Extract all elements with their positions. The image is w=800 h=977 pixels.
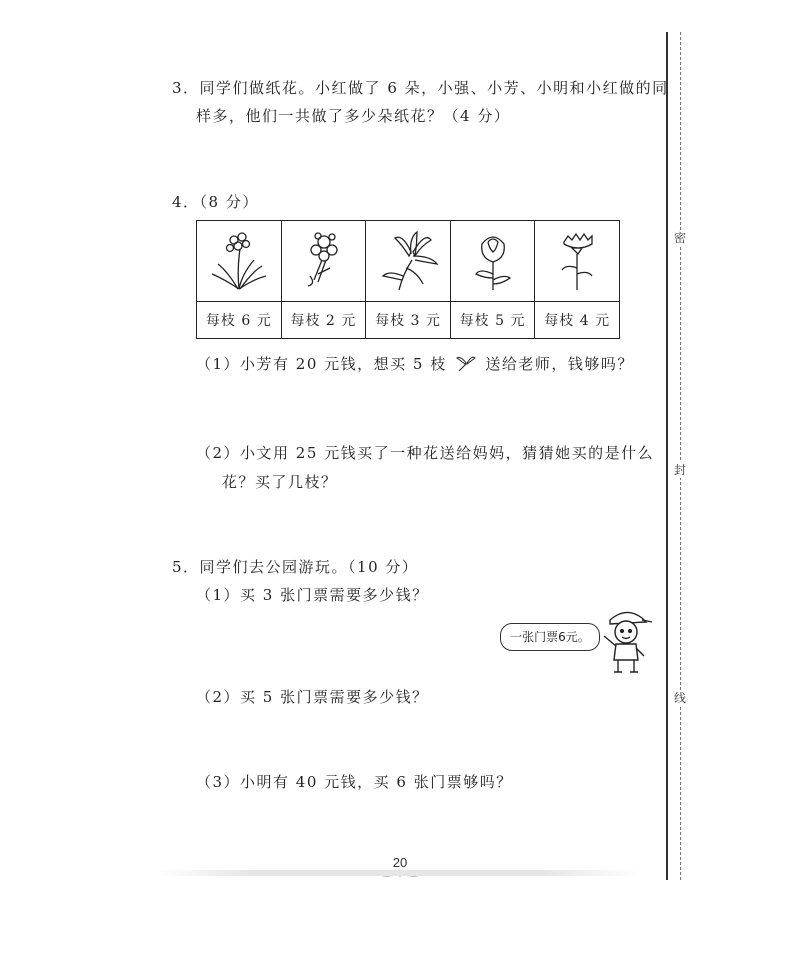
page-number: 20	[392, 855, 408, 870]
orchid-icon	[204, 224, 274, 294]
carnation-icon	[542, 224, 612, 294]
q4-sub1-after: 送给老师，钱够吗？	[485, 355, 634, 373]
bouquet-icon	[288, 224, 358, 294]
price-lily: 每枝 3 元	[366, 302, 451, 339]
q5-sub2: （2）买 5 张门票需要多少钱？	[196, 688, 429, 706]
price-carnation: 每枝 4 元	[535, 302, 620, 339]
q4-sub2-line-2: 花？买了几枝？	[222, 473, 338, 491]
binding-char-xian: 线	[673, 691, 686, 705]
flower-price-table	[196, 220, 620, 339]
rose-cell	[450, 221, 535, 302]
rose-icon	[458, 224, 528, 294]
carnation-cell	[535, 221, 620, 302]
q3-line-1: 3．同学们做纸花。小红做了 6 朵，小强、小芳、小明和小红做的同	[172, 79, 669, 97]
price-orchid: 每枝 6 元	[197, 302, 282, 339]
small-lily-icon	[455, 354, 477, 372]
q4-sub1-before: （1）小芳有 20 元钱，想买 5 枝	[196, 355, 447, 373]
speech-bubble: 一张门票6元。	[500, 623, 600, 651]
price-rose: 每枝 5 元	[450, 302, 535, 339]
bouquet-cell	[281, 221, 366, 302]
lily-cell	[366, 221, 451, 302]
q5-sub3: （3）小明有 40 元钱，买 6 张门票够吗？	[196, 773, 513, 791]
q4-sub1	[196, 353, 634, 374]
boy-with-cap-icon	[596, 606, 656, 676]
margin-dashed-rule	[680, 32, 681, 880]
q3-line-2: 样多，他们一共做了多少朵纸花？（4 分）	[196, 107, 511, 125]
q5-heading: 5．同学们去公园游玩。（10 分）	[172, 558, 419, 576]
orchid-cell	[197, 221, 282, 302]
q5-sub1: （1）买 3 张门票需要多少钱？	[196, 586, 429, 604]
binding-char-mi: 密	[673, 231, 686, 245]
footer-band	[155, 870, 640, 876]
lily-icon	[373, 224, 443, 294]
q4-heading: 4．（8 分）	[172, 193, 259, 211]
price-bouquet: 每枝 2 元	[281, 302, 366, 339]
q4-sub2-line-1: （2）小文用 25 元钱买了一种花送给妈妈，猜猜她买的是什么	[196, 444, 655, 462]
margin-solid-rule	[666, 32, 668, 880]
binding-char-feng: 封	[673, 463, 686, 477]
